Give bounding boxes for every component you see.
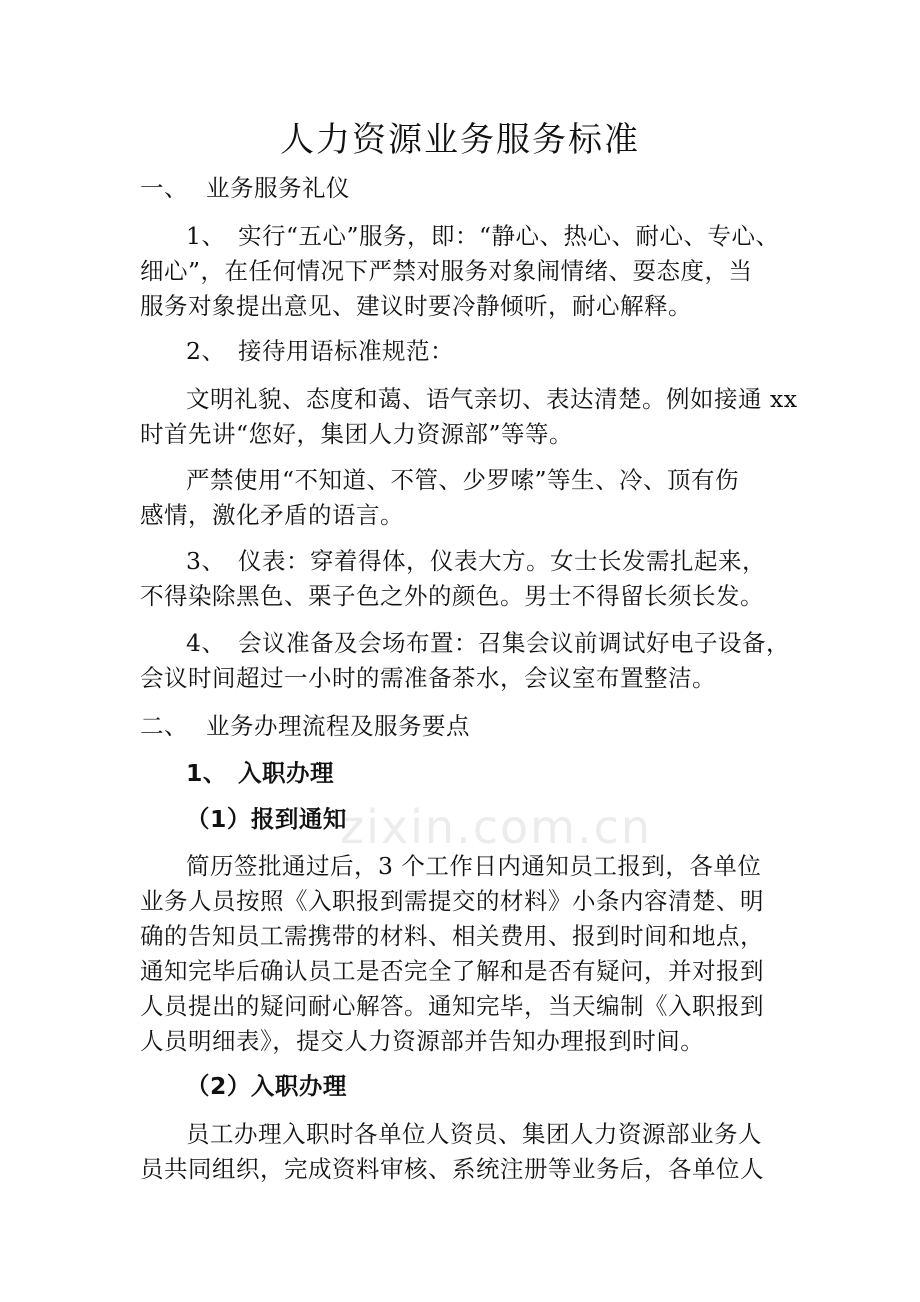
item-1-line-2: 细心”，在任何情况下严禁对服务对象闹情绪、耍态度，当 [140, 257, 753, 285]
part-2-heading: （2）入职办理 [186, 1072, 347, 1100]
part-1-line-2: 业务人员按照《入职报到需提交的材料》小条内容清楚、明 [140, 887, 764, 915]
item-2-para-2-line-2: 感情，激化矛盾的语言。 [140, 501, 404, 529]
part-2-line-2: 员共同组织，完成资料审核、系统注册等业务后，各单位人 [140, 1155, 764, 1183]
item-number: 2、 [186, 337, 226, 365]
item-2-para-2-line-1: 严禁使用“不知道、不管、少罗嗦”等生、冷、顶有伤 [186, 466, 740, 494]
part-1-line-1: 简历签批通过后，3 个工作日内通知员工报到，各单位 [186, 852, 762, 880]
section-1-heading [140, 170, 350, 206]
item-3-line-1 [186, 543, 766, 579]
part-1-heading: （1）报到通知 [186, 805, 347, 833]
section-number: 一、 [140, 174, 188, 202]
section-title: 业务服务礼仪 [206, 174, 350, 202]
subsection-number: 1、 [186, 759, 227, 787]
item-2-para-1-line-1: 文明礼貌、态度和蔼、语气亲切、表达清楚。例如接通 xx [186, 385, 798, 413]
item-number: 4、 [186, 629, 226, 657]
item-3-line-2: 不得染除黑色、栗子色之外的颜色。男士不得留长须长发。 [140, 582, 764, 610]
section-number: 二、 [140, 712, 188, 740]
item-text: 接待用语标准规范： [238, 337, 454, 365]
item-2-para-1-line-2: 时首先讲“您好，集团人力资源部”等等。 [140, 420, 574, 448]
item-text: 仪表：穿着得体，仪表大方。女士长发需扎起来， [238, 547, 766, 575]
item-4-line-1 [186, 625, 790, 661]
item-text: 实行“五心”服务，即：“静心、热心、耐心、专心、 [238, 222, 780, 250]
document-title: 人力资源业务服务标准 [280, 120, 640, 160]
subsection-1-heading [186, 755, 334, 791]
part-1-line-3: 确的告知员工需携带的材料、相关费用、报到时间和地点， [140, 922, 764, 950]
item-1-line-1 [186, 218, 780, 254]
item-number: 1、 [186, 222, 226, 250]
item-4-line-2: 会议时间超过一小时的需准备茶水，会议室布置整洁。 [140, 664, 716, 692]
section-title: 业务办理流程及服务要点 [206, 712, 470, 740]
part-1-line-6: 人员明细表》，提交人力资源部并告知办理报到时间。 [140, 1027, 705, 1055]
item-number: 3、 [186, 547, 226, 575]
part-1-line-5: 人员提出的疑问耐心解答。通知完毕，当天编制《入职报到 [140, 992, 764, 1020]
item-1-line-3: 服务对象提出意见、建议时要冷静倾听，耐心解释。 [140, 292, 692, 320]
part-1-line-4: 通知完毕后确认员工是否完全了解和是否有疑问，并对报到 [140, 957, 764, 985]
watermark: zixin.com.cn [340, 800, 653, 854]
section-2-heading [140, 708, 470, 744]
part-2-line-1: 员工办理入职时各单位人资员、集团人力资源部业务人 [186, 1120, 762, 1148]
subsection-title: 入职办理 [238, 759, 334, 787]
item-text: 会议准备及会场布置：召集会议前调试好电子设备， [238, 629, 790, 657]
item-2-heading [186, 333, 454, 369]
